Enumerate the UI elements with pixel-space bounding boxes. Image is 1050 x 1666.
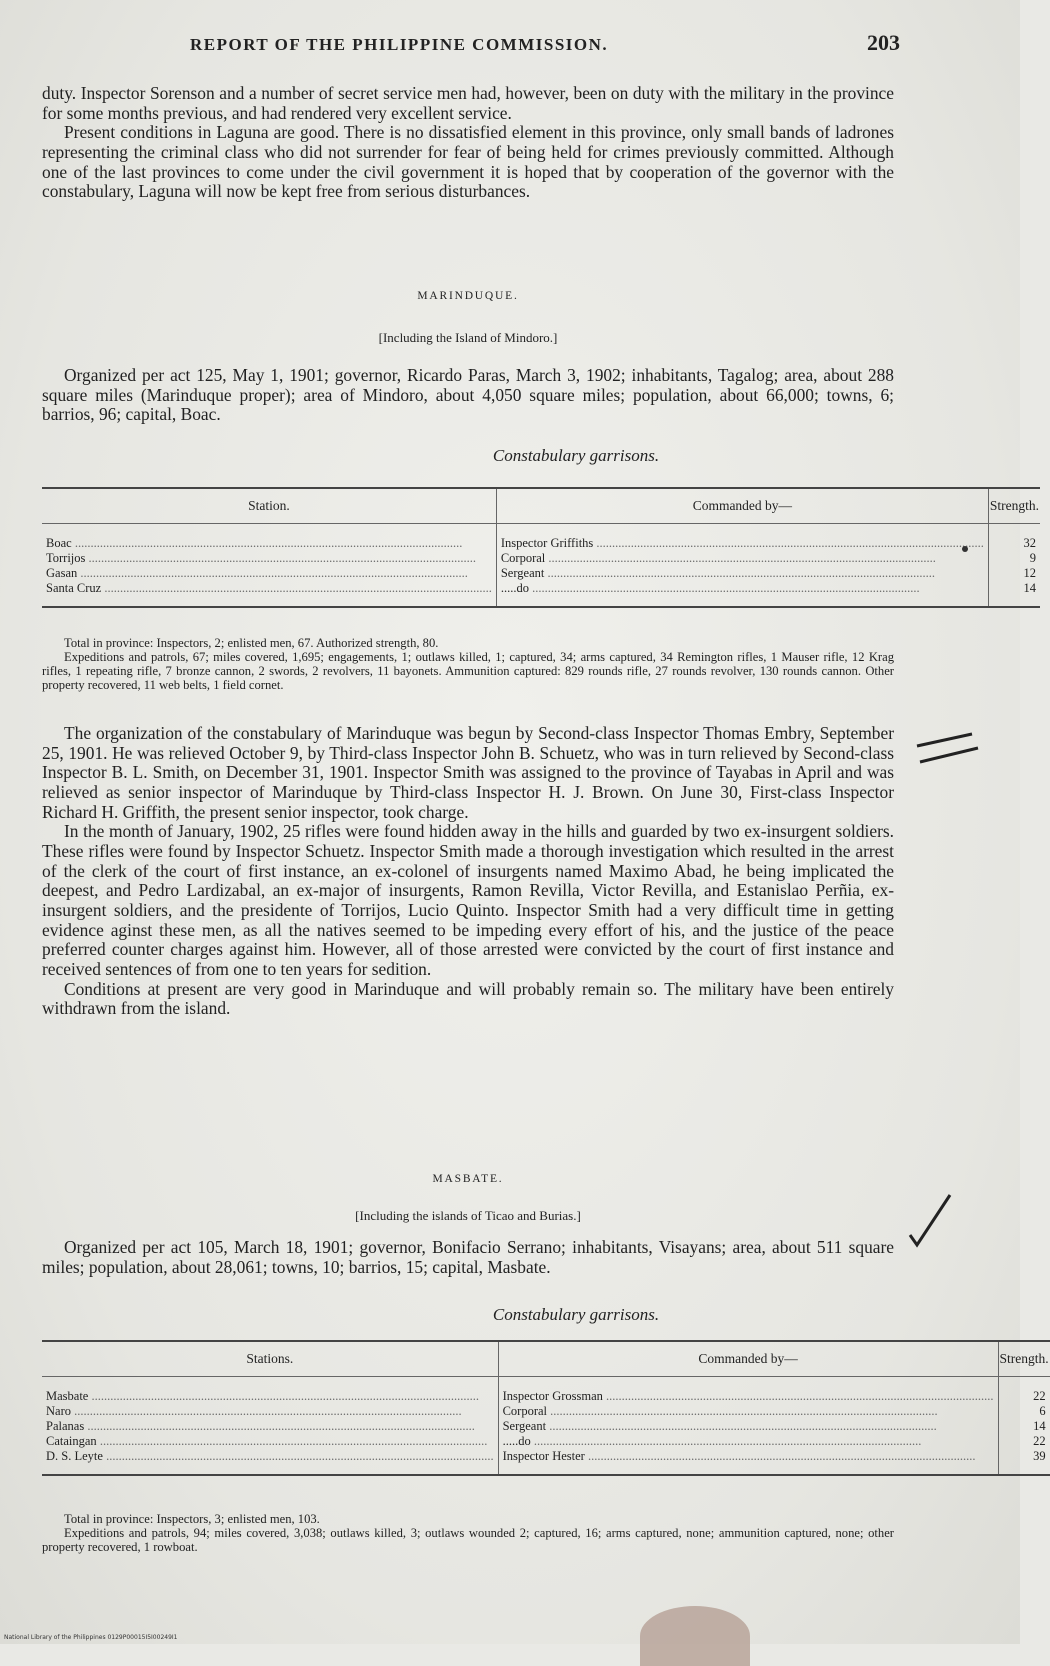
masbate-notes bbox=[42, 1512, 894, 1554]
header-commanded-by: Commanded by— bbox=[498, 1341, 998, 1377]
laguna-paragraph-2: Present conditions in Laguna are good. There is no dissatisfied element in this province, only small bands of ladrones representing the criminal class who did not surrender for fear of being held for crimes previously committed. Although one of the last provinces to come under the civil government it is hoped that by cooperation of the governor with the constabulary, Laguna will now be kept free from serious disturbances. bbox=[42, 122, 894, 202]
table-cell-strength: 14 bbox=[1023, 581, 1037, 595]
pencil-check-mark-icon bbox=[905, 1190, 955, 1260]
marinduque-garrison-table bbox=[42, 487, 1040, 608]
marinduque-paragraph-2: In the month of January, 1902, 25 rifles were found hidden away in the hills and guarded by two ex-insurgent soldiers. These rifles were found by Inspector Schuetz. Inspector Smith made a thorough investigation which resulted in the arrest of the clerk of the court of first instance, an ex-colonel of insurgents named Maximo Abad, he being implicated the deepest, and Pedro Lardizabal, an ex-major of insurgents, Ramon Revilla, Victor Revilla, and Estanislao Perñia, ex-insurgent soldiers, and the presidente of Torrijos, Lucio Quinto. Inspector Smith had a very difficult time in getting evidence aginst these men, as all the natives seemed to be impeding every effort of his, and the justice of the peace preferred counter charges against him. However, all of those arrested were convicted by the court of first instance and received sentences of from one to ten years for sedition. bbox=[42, 821, 894, 979]
running-head: REPORT OF THE PHILIPPINE COMMISSION. bbox=[190, 35, 609, 54]
masbate-table-caption: Constabulary garrisons. bbox=[492, 1305, 660, 1324]
masbate-subtitle: [Including the islands of Ticao and Burias.] bbox=[355, 1208, 581, 1223]
table-cell-commander: Corporal ..... bbox=[503, 1404, 994, 1419]
marinduque-intro-text: Organized per act 125, May 1, 1901; governor, Ricardo Paras, March 3, 1902; inhabitants, Tagalog; area, about 288 square miles (Marinduque proper); area of Mindoro, about 4,050 square miles; population, about 66,000; towns, 6; barrios, 96; capital, Boac. bbox=[42, 365, 894, 425]
table-cell-station: Cataingan ..... bbox=[46, 1434, 494, 1449]
table-cell-commander: Inspector Griffiths ..... bbox=[501, 536, 984, 551]
table-cell-commander: Sergeant ..... bbox=[501, 566, 984, 581]
table-cell-station: Naro ..... bbox=[46, 1404, 494, 1419]
marinduque-title: MARINDUQUE. bbox=[417, 290, 519, 302]
table-cell-strength: 32 bbox=[1023, 536, 1037, 550]
table-cell-station: Boac ..... bbox=[46, 536, 492, 551]
table-cell-strength: 14 bbox=[1033, 1419, 1046, 1433]
table-cell-station: Torrijos ..... bbox=[46, 551, 492, 566]
table-cell-commander: .....do ..... bbox=[501, 581, 984, 596]
marinduque-table-caption: Constabulary garrisons. bbox=[492, 446, 660, 465]
scanner-thumb bbox=[640, 1606, 750, 1666]
station-column bbox=[42, 1377, 498, 1476]
marinduque-notes bbox=[42, 636, 894, 692]
table-cell-station: Santa Cruz ..... bbox=[46, 581, 492, 596]
table-cell-strength: 39 bbox=[1033, 1449, 1046, 1463]
marinduque-intro bbox=[42, 366, 894, 425]
page-header bbox=[40, 30, 900, 56]
page-number: 203 bbox=[867, 30, 900, 55]
header-stations: Stations. bbox=[42, 1341, 498, 1377]
table-cell-strength: 22 bbox=[1033, 1389, 1046, 1403]
masbate-expeditions-note: Expeditions and patrols, 94; miles covered, 3,038; outlaws killed, 3; outlaws wounded 2; captured, 16; arms captured, none; ammunition captured, none; other property recovered, 1 rowboat. bbox=[42, 1526, 894, 1555]
table-body bbox=[42, 1377, 1050, 1476]
header-station: Station. bbox=[42, 488, 496, 524]
station-column bbox=[42, 524, 496, 608]
table-cell-strength: 9 bbox=[1029, 551, 1037, 565]
strength-column bbox=[998, 1377, 1050, 1476]
table-cell-station: Palanas ..... bbox=[46, 1419, 494, 1434]
masbate-intro bbox=[42, 1238, 894, 1277]
table-cell-commander: Corporal ..... bbox=[501, 551, 984, 566]
masbate-title: MASBATE. bbox=[432, 1173, 504, 1185]
table-body bbox=[42, 524, 1040, 608]
header-commanded-by: Commanded by— bbox=[496, 488, 988, 524]
commander-column bbox=[496, 524, 988, 608]
table-cell-strength: 12 bbox=[1023, 566, 1037, 580]
marinduque-paragraph-3: Conditions at present are very good in Marinduque and will probably remain so. The military have been entirely withdrawn from the island. bbox=[42, 978, 894, 1019]
strength-column bbox=[988, 524, 1040, 608]
table-cell-station: Masbate ..... bbox=[46, 1389, 494, 1404]
header-strength: Strength. bbox=[998, 1341, 1050, 1377]
masbate-total-note: Total in province: Inspectors, 3; enlisted men, 103. bbox=[64, 1512, 320, 1526]
laguna-paragraph-1: duty. Inspector Sorenson and a number of secret service men had, however, been on duty with the military in the province for some months previous, and had rendered very excellent service. bbox=[42, 83, 894, 123]
masbate-garrison-table bbox=[42, 1340, 1050, 1476]
table-cell-strength: 6 bbox=[1039, 1404, 1046, 1418]
table-cell-station: Gasan ..... bbox=[46, 566, 492, 581]
masbate-intro-text: Organized per act 105, March 18, 1901; governor, Bonifacio Serrano; inhabitants, Visayans; area, about 511 square miles; population, about 28,061; towns, 10; barrios, 15; capital, Masbate. bbox=[42, 1237, 894, 1277]
table-cell-commander: Inspector Grossman ..... bbox=[503, 1389, 994, 1404]
header-strength: Strength. bbox=[988, 488, 1040, 524]
marinduque-total-note: Total in province: Inspectors, 2; enlisted men, 67. Authorized strength, 80. bbox=[64, 636, 439, 650]
table-cell-commander: Sergeant ..... bbox=[503, 1419, 994, 1434]
marinduque-expeditions-note: Expeditions and patrols, 67; miles covered, 1,695; engagements, 1; outlaws killed, 1; captured, 34; arms captured, 34 Remington rifles, 1 Mauser rifle, 12 Krag rifles, 1 repeating rifle, 7 bronze cannon, 2 swords, 2 revolvers, 11 bayonets. Ammunition captured: 829 rounds rifle, 27 rounds revolver, 130 rounds cannon. Other property recovered, 11 web belts, 1 field cornet. bbox=[42, 650, 894, 693]
marinduque-subtitle: [Including the Island of Mindoro.] bbox=[378, 330, 558, 345]
ink-dot-icon bbox=[960, 544, 970, 554]
table-cell-strength: 22 bbox=[1033, 1434, 1046, 1448]
pencil-tick-mark-icon bbox=[912, 732, 982, 772]
marinduque-body bbox=[42, 724, 894, 1019]
table-cell-commander: .....do ..... bbox=[503, 1434, 994, 1449]
scan-stamp: National Library of the Philippines 0129P00015I5I00249I1 bbox=[4, 1634, 178, 1641]
commander-column bbox=[498, 1377, 998, 1476]
table-cell-station: D. S. Leyte ..... bbox=[46, 1449, 494, 1464]
table-cell-commander: Inspector Hester ..... bbox=[503, 1449, 994, 1464]
laguna-section bbox=[42, 84, 894, 202]
marinduque-paragraph-1: The organization of the constabulary of Marinduque was begun by Second-class Inspector Thomas Embry, September 25, 1901. He was relieved October 9, by Third-class Inspector John B. Schuetz, who was in turn relieved by Second-class Inspector B. L. Smith, on December 31, 1901. Inspector Smith was assigned to the province of Tayabas in April and was relieved as senior inspector of Marinduque by Third-class Inspector H. J. Brown. On June 30, First-class Inspector Richard H. Griffith, the present senior inspector, took charge. bbox=[42, 723, 894, 822]
